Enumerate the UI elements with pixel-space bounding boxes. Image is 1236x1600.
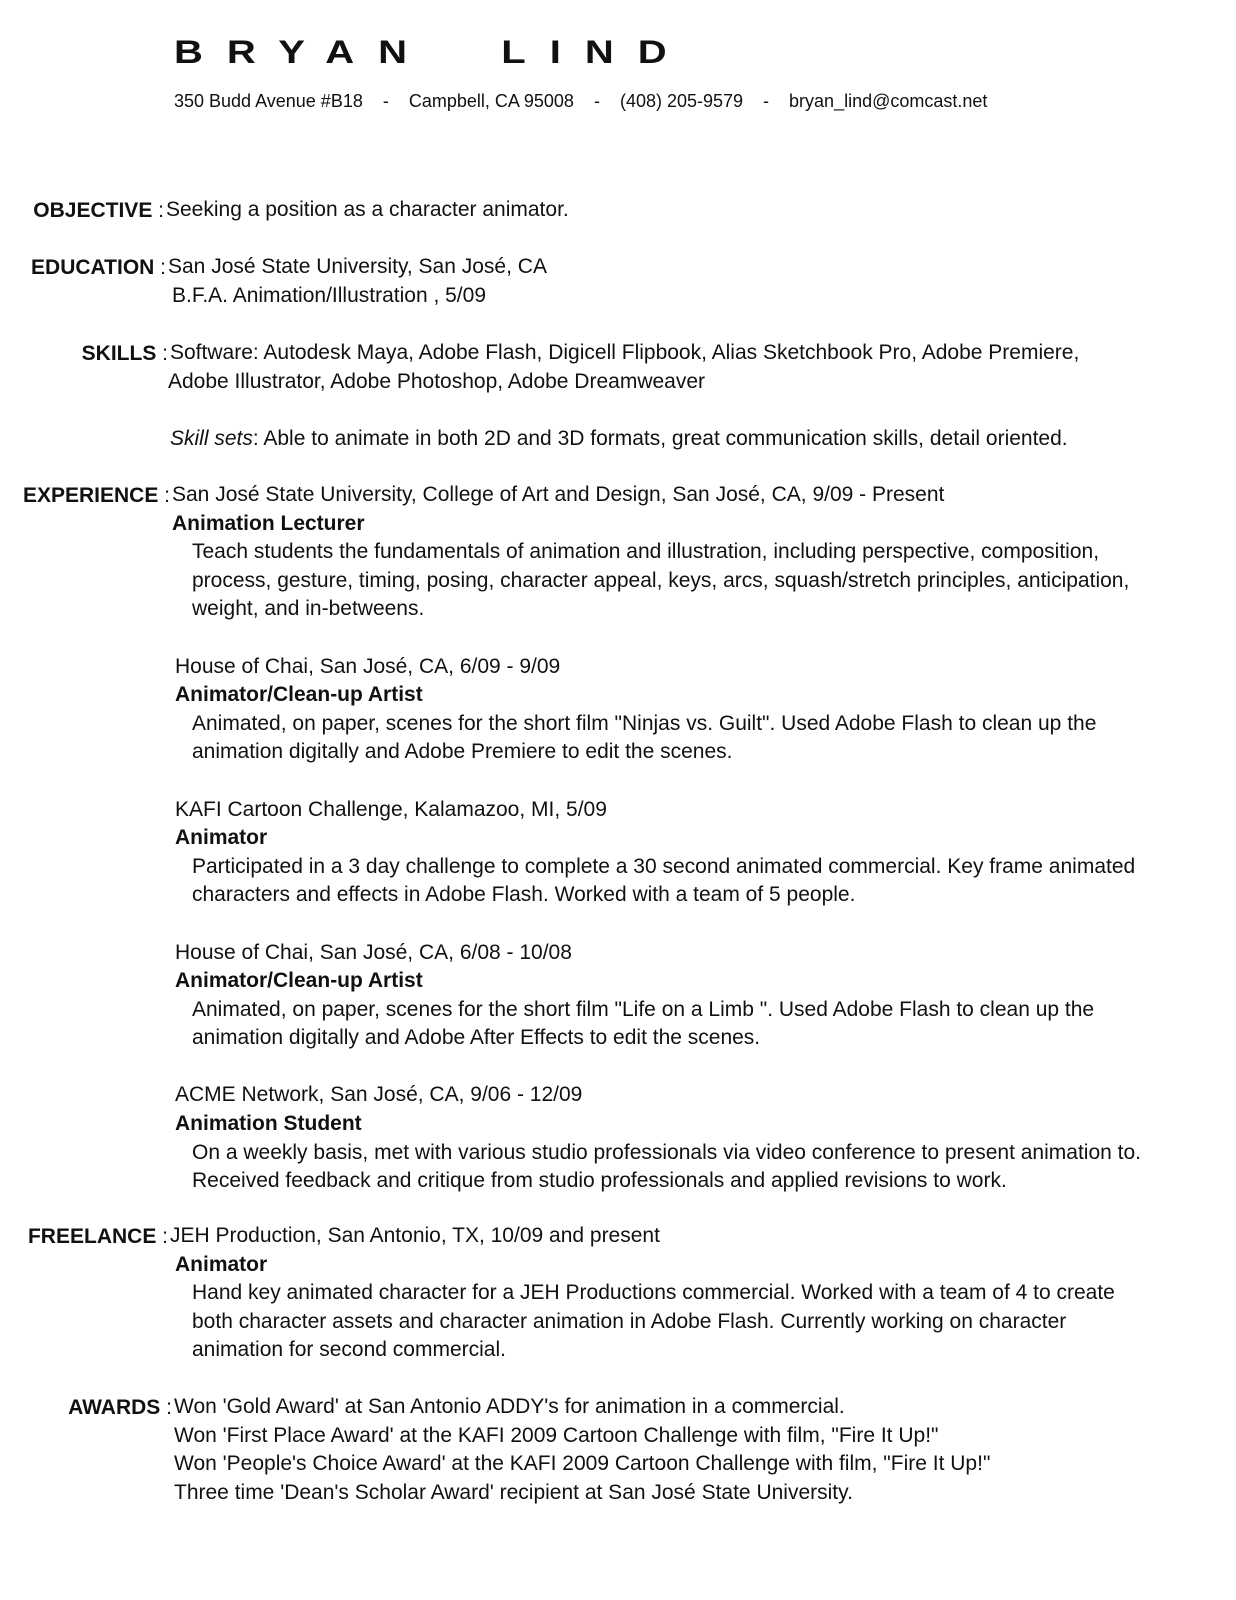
job-org: House of Chai, San José, CA, 6/08 - 10/08 — [175, 940, 572, 964]
job-role: Animator — [175, 826, 268, 850]
skills-content — [170, 339, 1210, 453]
job-desc-line: Animated, on paper, scenes for the short film "Life on a Limb ". Used Adobe Flash to clean up the — [192, 997, 1095, 1021]
education-content — [168, 253, 1208, 310]
job-entry — [172, 481, 1212, 624]
job-entry — [175, 1081, 1212, 1195]
freelance-role: Animator — [175, 1252, 268, 1276]
job-desc-line: animation digitally and Adobe After Effects to edit the scenes. — [192, 1026, 761, 1050]
job-desc-line: Animated, on paper, scenes for the short film "Ninjas vs. Guilt". Used Adobe Flash to clean up the — [192, 711, 1097, 735]
job-org: San José State University, College of Art and Design, San José, CA, 9/09 - Present — [172, 483, 945, 506]
job-description — [175, 1139, 1212, 1196]
job-description — [172, 538, 1212, 624]
awards-label: AWARDS : — [68, 1396, 172, 1419]
freelance-desc-line: animation for second commercial. — [192, 1338, 506, 1362]
education-label: EDUCATION : — [31, 256, 166, 279]
job-org: House of Chai, San José, CA, 6/09 - 9/09 — [175, 654, 561, 678]
experience-label: EXPERIENCE : — [22, 484, 170, 507]
skills-software-line2: Adobe Illustrator, Adobe Photoshop, Adobe Dreamweaver — [168, 369, 706, 393]
job-org: KAFI Cartoon Challenge, Kalamazoo, MI, 5/09 — [175, 797, 607, 821]
education-school: San José State University, San José, CA — [168, 255, 547, 278]
objective-text: Seeking a position as a character animator. — [166, 198, 569, 221]
job-desc-line: characters and effects in Adobe Flash. Worked with a team of 5 people. — [192, 883, 856, 907]
freelance-content — [170, 1222, 1210, 1365]
skills-software-line1: Software: Autodesk Maya, Adobe Flash, Digicell Flipbook, Alias Sketchbook Pro, Adobe Premiere, — [170, 341, 1080, 364]
job-desc-line: Received feedback and critique from studio professionals and applied revisions to work. — [192, 1169, 1007, 1193]
job-entry — [175, 796, 1212, 910]
freelance-org: JEH Production, San Antonio, TX, 10/09 and present — [170, 1224, 660, 1247]
freelance-desc-line: both character assets and character animation in Adobe Flash. Currently working on character — [192, 1309, 1067, 1333]
objective-label: OBJECTIVE : — [33, 199, 164, 222]
job-desc-line: Participated in a 3 day challenge to complete a 30 second animated commercial. Key frame animated — [192, 854, 1136, 878]
award-item: Won 'First Place Award' at the KAFI 2009 Cartoon Challenge with film, "Fire It Up!" — [174, 1423, 939, 1447]
job-role: Animation Lecturer — [172, 511, 365, 535]
freelance-label: FREELANCE : — [27, 1225, 168, 1248]
skillsets-label: Skill sets — [170, 426, 253, 450]
job-entry — [175, 939, 1212, 1053]
skills-label: SKILLS : — [81, 342, 168, 365]
job-description — [175, 853, 1212, 910]
job-description — [175, 710, 1212, 767]
job-role: Animation Student — [175, 1112, 362, 1136]
job-role: Animator/Clean-up Artist — [175, 969, 423, 993]
job-description — [175, 996, 1212, 1053]
award-item: Won 'Gold Award' at San Antonio ADDY's for animation in a commercial. — [174, 1395, 845, 1418]
education-degree: B.F.A. Animation/Illustration , 5/09 — [172, 283, 486, 307]
contact-info: 350 Budd Avenue #B18 - Campbell, CA 95008 - (408) 205-9579 - bryan_lind@comcast.net — [174, 91, 988, 111]
job-desc-line: weight, and in-betweens. — [192, 597, 425, 621]
applicant-name: BRYAN LIND — [174, 34, 691, 71]
job-role: Animator/Clean-up Artist — [175, 683, 423, 707]
freelance-description — [170, 1279, 1210, 1365]
award-item: Won 'People's Choice Award' at the KAFI 2009 Cartoon Challenge with film, "Fire It Up!" — [174, 1452, 991, 1476]
job-desc-line: On a weekly basis, met with various studio professionals via video conference to present animation to. — [192, 1140, 1141, 1164]
job-desc-line: process, gesture, timing, posing, character appeal, keys, arcs, squash/stretch principles, anticipation, — [192, 568, 1130, 592]
job-desc-line: animation digitally and Adobe Premiere to edit the scenes. — [192, 740, 733, 764]
award-item: Three time 'Dean's Scholar Award' recipient at San José State University. — [174, 1480, 853, 1504]
experience-content — [172, 481, 1212, 1196]
awards-content — [174, 1393, 1214, 1507]
skills-skillsets — [170, 425, 1210, 454]
job-desc-line: Teach students the fundamentals of animation and illustration, including perspective, composition, — [192, 540, 1100, 564]
job-entry — [175, 653, 1212, 767]
skillsets-text: : Able to animate in both 2D and 3D formats, great communication skills, detail oriented. — [252, 426, 1068, 450]
freelance-desc-line: Hand key animated character for a JEH Productions commercial. Worked with a team of 4 to create — [192, 1281, 1115, 1305]
job-org: ACME Network, San José, CA, 9/06 - 12/09 — [175, 1083, 583, 1107]
objective-content — [166, 196, 1206, 225]
